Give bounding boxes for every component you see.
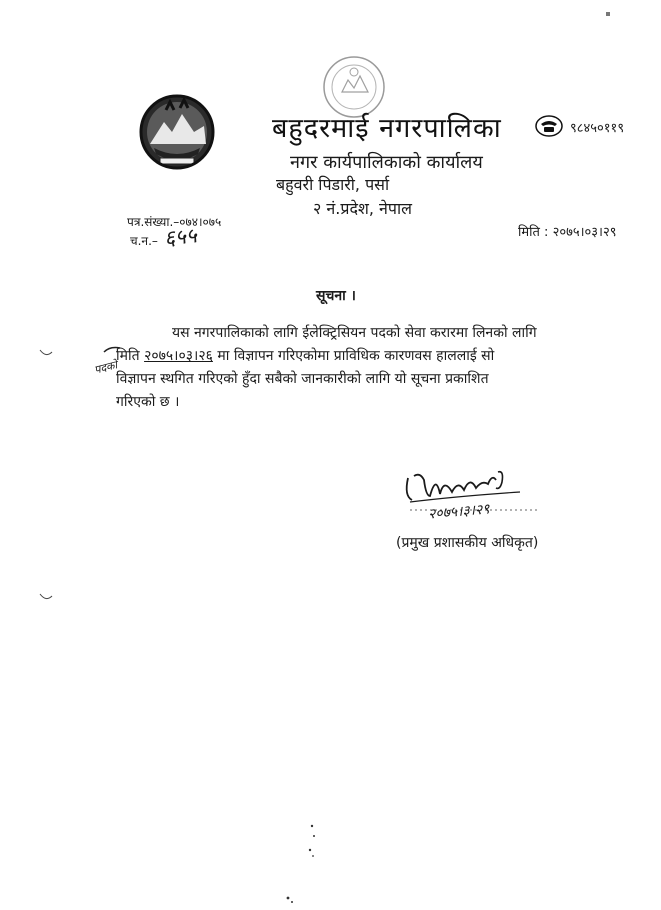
- notice-line-3: विज्ञापन स्थगित गरिएको हुँदा सबैको जानकारीको लागि यो सूचना प्रकाशित: [116, 371, 489, 387]
- phone-number: ९८४५०११९: [570, 121, 625, 136]
- scan-specks-icon: [280, 820, 340, 910]
- notice-line-2: [116, 345, 616, 368]
- notice-line-2-pre: मिति: [116, 348, 145, 364]
- address-line-1: बहुवरी पिडारी, पर्सा: [276, 175, 390, 194]
- dispatch-number-label: च.न.–: [130, 234, 158, 248]
- telephone-icon: [535, 115, 563, 137]
- office-name: नगर कार्यपालिकाको कार्यालय: [290, 152, 483, 173]
- punch-hole-mark-icon: [38, 592, 54, 602]
- advertisement-date: २०७५।०३।२६: [144, 348, 213, 364]
- org-name: बहुदरमाई नगरपालिका: [272, 113, 502, 144]
- signature-date: २०७५।३।२९: [427, 501, 491, 523]
- scan-dot: [606, 12, 610, 16]
- notice-line-4: गरिएको छ ।: [116, 394, 180, 410]
- notice-line-1: यस नगरपालिकाको लागि ईलेक्ट्रिसियन पदको सेवा करारमा लिनको लागि: [172, 325, 537, 341]
- notice-body: [116, 322, 616, 414]
- handwritten-margin-note: पदको: [92, 358, 119, 377]
- nepal-emblem-icon: [136, 88, 218, 174]
- signatory-designation: (प्रमुख प्रशासकीय अधिकृत): [396, 535, 539, 551]
- letter-date: मिति : २०७५।०३।२९: [518, 225, 617, 240]
- letter-reference-number: पत्र.संख्या.–०७४।०७५: [127, 215, 222, 229]
- notice-title: सूचना ।: [316, 288, 356, 304]
- handwritten-tick-icon: [102, 344, 122, 358]
- dispatch-number-handwritten: ६५५: [162, 223, 198, 251]
- notice-line-2-post: मा विज्ञापन गरिएकोमा प्राविधिक कारणवस हाललाई सो: [212, 348, 495, 364]
- punch-hole-mark-icon: [38, 348, 54, 358]
- address-line-2: २ नं.प्रदेश, नेपाल: [313, 199, 412, 218]
